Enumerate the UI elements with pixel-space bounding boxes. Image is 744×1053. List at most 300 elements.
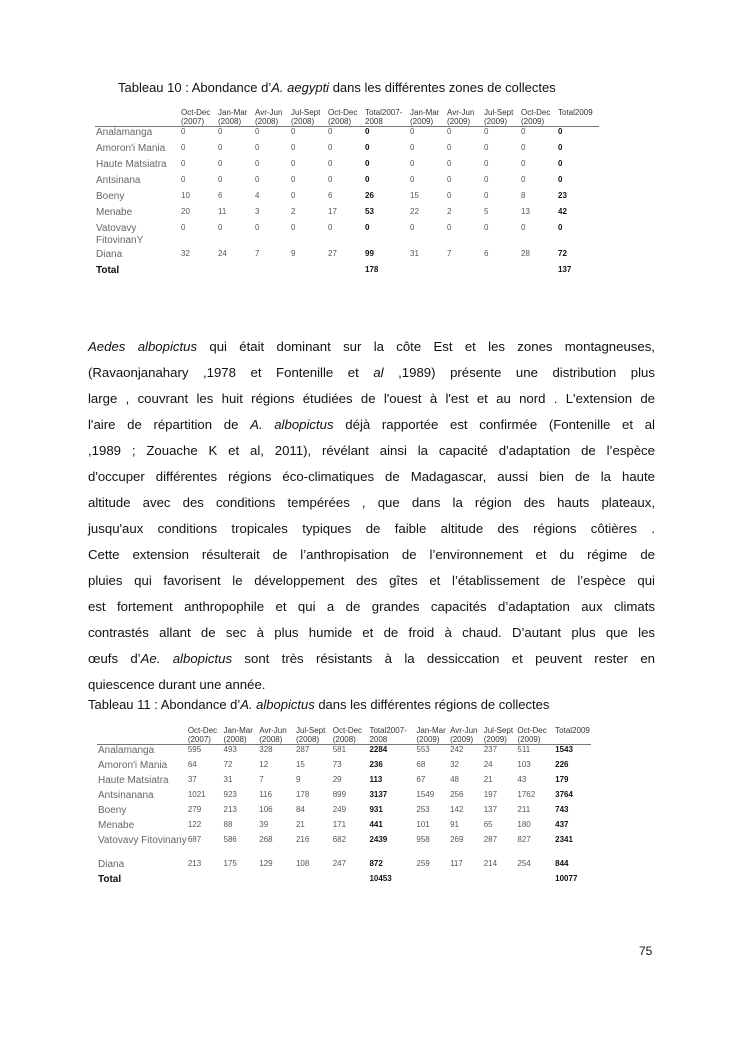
caption-species: A. aegypti — [271, 80, 330, 95]
value-cell: 287 — [295, 745, 310, 754]
column-header-line2: (2008) — [291, 117, 315, 126]
column-header-line2: (2009) — [517, 735, 541, 744]
text-run: qui était dominant sur la côte Est et les zones montagneuses, — [197, 339, 655, 354]
table-row — [97, 805, 591, 820]
value-cell: 958 — [416, 834, 430, 844]
value-cell: 7 — [259, 774, 264, 784]
column-header-line1: Avr-Jun — [259, 726, 287, 735]
column-header — [327, 108, 364, 127]
table-row — [97, 820, 591, 835]
grand-total-cell: 178 — [365, 264, 379, 274]
total-cell: 0 — [558, 142, 563, 152]
value-cell: 29 — [332, 774, 342, 784]
value-cell: 72 — [223, 759, 233, 769]
value-cell: 214 — [483, 859, 498, 869]
value-cell: 48 — [450, 774, 459, 784]
paragraph-line — [88, 672, 655, 698]
total-cell: 0 — [558, 158, 563, 168]
value-cell: 213 — [187, 859, 202, 869]
value-cell: 106 — [259, 804, 273, 814]
column-header-line2: (2008) — [328, 117, 352, 126]
total-cell: 0 — [365, 158, 370, 168]
total-cell: 1543 — [555, 745, 573, 754]
caption-prefix: Tableau 11 : Abondance d’ — [88, 697, 241, 712]
empty-cell — [217, 265, 254, 281]
value-cell: 22 — [410, 206, 419, 216]
value-cell: 6 — [218, 190, 223, 200]
italic-term: A. albopictus — [250, 417, 334, 432]
value-cell: 88 — [223, 819, 233, 829]
total-cell: 0 — [558, 222, 563, 232]
region-cell: Haute Matsiatra — [98, 774, 169, 786]
column-header-line2: (2008) — [332, 735, 356, 744]
total-cell: 0 — [558, 127, 563, 136]
value-cell: 31 — [223, 774, 233, 784]
value-cell: 101 — [416, 819, 430, 829]
total-cell: 226 — [555, 759, 569, 769]
value-cell: 0 — [291, 158, 296, 168]
value-cell: 216 — [295, 834, 310, 844]
table11 — [97, 726, 591, 889]
region-cell: Antsinanana — [98, 789, 154, 801]
text-run: quiescence durant une année. — [88, 677, 266, 692]
value-cell: 17 — [328, 206, 337, 216]
column-header-line2: (2007) — [181, 117, 205, 126]
column-header-line1: Total2009 — [558, 108, 593, 117]
value-cell: 108 — [295, 859, 310, 869]
value-cell: 287 — [483, 834, 498, 844]
paragraph-line — [88, 516, 655, 542]
total-cell: 99 — [365, 248, 374, 258]
value-cell: 3 — [255, 206, 260, 216]
column-header — [254, 108, 290, 127]
value-cell: 595 — [187, 745, 202, 754]
value-cell: 68 — [416, 759, 426, 769]
value-cell: 2 — [291, 206, 296, 216]
column-header-line1: Jul-Sept — [295, 726, 326, 735]
table-row — [97, 775, 591, 790]
table-row — [97, 835, 591, 860]
total-cell: 26 — [365, 190, 374, 200]
paragraph-line — [88, 412, 655, 438]
column-header-line1: Jan-Mar — [416, 726, 446, 735]
text-run: l'aire de répartition de — [88, 417, 251, 432]
column-header — [368, 726, 415, 745]
value-cell: 6 — [484, 248, 489, 258]
region-cell: Diana — [98, 859, 125, 871]
total-cell: 113 — [369, 774, 383, 784]
grand-total-cell: 10453 — [369, 874, 392, 884]
value-cell: 0 — [484, 190, 489, 200]
text-run: est fortement anthropophile et qui a de grandes capacités d’adaptation aux climats — [88, 599, 655, 614]
value-cell: 178 — [295, 789, 310, 799]
table-row — [95, 207, 599, 223]
value-cell: 11 — [218, 206, 227, 216]
value-cell: 0 — [484, 222, 489, 232]
column-header — [258, 726, 295, 745]
value-cell: 31 — [410, 248, 419, 258]
value-cell: 7 — [447, 248, 452, 258]
column-header-line1: Total2007- — [365, 108, 403, 117]
caption-species: A. albopictus — [240, 697, 315, 712]
total-cell: 844 — [555, 859, 569, 869]
value-cell: 7 — [255, 248, 260, 258]
value-cell: 0 — [218, 158, 223, 168]
value-cell: 84 — [295, 804, 305, 814]
value-cell: 21 — [483, 774, 493, 784]
table-row — [95, 191, 599, 207]
paragraph-line — [88, 360, 655, 386]
value-cell: 39 — [259, 819, 269, 829]
value-cell: 28 — [521, 248, 530, 258]
paragraph-line — [88, 568, 655, 594]
column-header-line1: Jul-Sept — [291, 108, 321, 117]
column-header-line2: (2008) — [255, 117, 279, 126]
value-cell: 0 — [521, 142, 526, 152]
value-cell: 249 — [332, 804, 347, 814]
value-cell: 12 — [259, 759, 269, 769]
column-header — [187, 726, 223, 745]
value-cell: 0 — [447, 127, 452, 136]
total-cell: 53 — [365, 206, 374, 216]
total-cell: 872 — [369, 859, 383, 869]
value-cell: 0 — [521, 158, 526, 168]
value-cell: 15 — [295, 759, 305, 769]
column-header-line1: Oct-Dec — [187, 726, 218, 735]
value-cell: 0 — [328, 174, 333, 184]
value-cell: 103 — [517, 759, 531, 769]
value-cell: 0 — [447, 158, 452, 168]
value-cell: 21 — [295, 819, 305, 829]
value-cell: 197 — [483, 789, 498, 799]
caption-suffix: dans les différentes régions de collectes — [314, 697, 550, 712]
column-header-line1: Total2009 — [555, 726, 590, 735]
grand-total-cell: 10077 — [555, 874, 578, 884]
value-cell: 682 — [332, 834, 347, 844]
value-cell: 65 — [483, 819, 493, 829]
value-cell: 5 — [484, 206, 489, 216]
column-header-line2: (2008) — [223, 735, 247, 744]
value-cell: 15 — [410, 190, 419, 200]
value-cell: 0 — [291, 142, 296, 152]
paragraph-line — [88, 334, 655, 360]
table11-header-row — [97, 726, 591, 745]
region-cell: Menabe — [98, 819, 135, 831]
column-header-line2: (2009) — [416, 735, 440, 744]
column-header — [483, 726, 517, 745]
value-cell: 0 — [484, 158, 489, 168]
value-cell: 0 — [181, 158, 186, 168]
value-cell: 43 — [517, 774, 527, 784]
paragraph-line — [88, 594, 655, 620]
total-cell: 23 — [558, 190, 567, 200]
value-cell: 269 — [450, 834, 464, 844]
value-cell: 0 — [291, 174, 296, 184]
total-cell: 3764 — [555, 789, 573, 799]
table10 — [95, 108, 599, 281]
total-cell: 2439 — [369, 834, 388, 844]
empty-cell — [483, 874, 517, 889]
value-cell: 0 — [328, 222, 333, 232]
value-cell: 553 — [416, 745, 430, 754]
column-header-line2: (2009) — [447, 117, 471, 126]
region-cell: Antsinana — [96, 174, 141, 186]
column-header — [217, 108, 254, 127]
value-cell: 180 — [517, 819, 531, 829]
value-cell: 10 — [181, 190, 190, 200]
text-run: déjà rapportée est confirmée (Fontenille et al — [333, 417, 655, 432]
column-header-line1: Avr-Jun — [450, 726, 478, 735]
paragraph-line — [88, 646, 655, 672]
value-cell: 256 — [450, 789, 464, 799]
value-cell: 175 — [223, 859, 237, 869]
column-header-line1: Jan-Mar — [410, 108, 440, 117]
value-cell: 129 — [259, 859, 273, 869]
table-row — [97, 745, 591, 760]
value-cell: 0 — [447, 222, 452, 232]
column-header-line1: Oct-Dec — [332, 726, 363, 735]
value-cell: 899 — [332, 789, 347, 799]
column-header — [290, 108, 327, 127]
column-header — [557, 108, 599, 127]
value-cell: 242 — [450, 745, 464, 754]
column-header-line1: Jul-Sept — [484, 108, 514, 117]
grand-total-cell: 137 — [558, 264, 572, 274]
value-cell: 32 — [181, 248, 190, 258]
value-cell: 0 — [181, 127, 186, 136]
table10-header-row — [95, 108, 599, 127]
value-cell: 253 — [416, 804, 430, 814]
value-cell: 122 — [187, 819, 202, 829]
column-header-line1: Jul-Sept — [483, 726, 514, 735]
value-cell: 247 — [332, 859, 347, 869]
empty-cell — [332, 874, 369, 889]
value-cell: 67 — [416, 774, 426, 784]
column-header — [554, 726, 591, 745]
region-cell: Boeny — [98, 804, 127, 816]
region-cell: Boeny — [96, 190, 125, 202]
table-row — [95, 143, 599, 159]
total-cell: 931 — [369, 804, 383, 814]
total-cell: 72 — [558, 248, 567, 258]
value-cell: 581 — [332, 745, 347, 754]
text-run: (Ravaonjanahary ,1978 et Fontenille et — [88, 365, 374, 380]
paragraph-line — [88, 438, 655, 464]
column-header — [223, 726, 259, 745]
value-cell: 0 — [255, 222, 260, 232]
column-header — [364, 108, 409, 127]
column-header-line1: Jan-Mar — [218, 108, 248, 117]
body-paragraph — [88, 334, 655, 698]
value-cell: 1021 — [187, 789, 206, 799]
text-run: sont très résistants à la dessiccation et peuvent rester en — [232, 651, 655, 666]
value-cell: 237 — [483, 745, 498, 754]
empty-cell — [483, 265, 520, 281]
value-cell: 0 — [218, 222, 223, 232]
value-cell: 827 — [517, 834, 531, 844]
empty-cell — [415, 874, 449, 889]
column-header-line1: Oct-Dec — [517, 726, 547, 735]
region-cell: Menabe — [96, 206, 133, 218]
value-cell: 6 — [328, 190, 333, 200]
value-cell: 0 — [255, 127, 260, 136]
column-header — [516, 726, 554, 745]
table-row — [95, 175, 599, 191]
value-cell: 37 — [187, 774, 197, 784]
caption-prefix: Tableau 10 : Abondance d’ — [118, 80, 272, 95]
column-header-line2: (2009) — [450, 735, 474, 744]
total-cell: 0 — [365, 174, 370, 184]
value-cell: 0 — [291, 222, 296, 232]
table-row — [95, 159, 599, 175]
value-cell: 0 — [484, 174, 489, 184]
value-cell: 91 — [450, 819, 459, 829]
empty-cell — [327, 265, 364, 281]
value-cell: 586 — [223, 834, 237, 844]
table-row — [95, 127, 599, 143]
value-cell: 268 — [259, 834, 273, 844]
value-cell: 493 — [223, 745, 237, 754]
empty-cell — [254, 265, 290, 281]
paragraph-line — [88, 620, 655, 646]
column-header-line2: (2009) — [484, 117, 508, 126]
italic-term: al — [373, 365, 384, 380]
value-cell: 0 — [410, 158, 415, 168]
column-header-line1: Avr-Jun — [447, 108, 475, 117]
text-run: ,1989 ; Zouache K et al, 2011), révélant ainsi la capacité d'adaptation de l’espèce — [88, 443, 655, 458]
table-row — [97, 859, 591, 874]
total-cell: 441 — [369, 819, 383, 829]
value-cell: 0 — [521, 127, 526, 136]
value-cell: 279 — [187, 804, 202, 814]
value-cell: 24 — [483, 759, 493, 769]
value-cell: 0 — [410, 127, 415, 136]
value-cell: 0 — [484, 142, 489, 152]
italic-term: Ae. albopictus — [140, 651, 233, 666]
column-header-line2: (2007) — [187, 735, 211, 744]
paragraph-line — [88, 386, 655, 412]
region-cell: Analamanga — [98, 745, 155, 756]
total-cell: 42 — [558, 206, 567, 216]
column-header — [295, 726, 332, 745]
total-row — [95, 265, 599, 281]
column-header — [520, 108, 557, 127]
table-row — [97, 760, 591, 775]
text-run: altitude avec des conditions tempérées , que dans la région des hauts plateaux, — [88, 495, 655, 510]
total-cell: 0 — [558, 174, 563, 184]
paragraph-line — [88, 490, 655, 516]
column-header-line2: (2009) — [483, 735, 507, 744]
value-cell: 0 — [328, 158, 333, 168]
value-cell: 142 — [450, 804, 464, 814]
column-header-line2: (2009) — [410, 117, 434, 126]
column-header — [446, 108, 483, 127]
empty-cell — [290, 265, 327, 281]
value-cell: 211 — [517, 804, 531, 814]
region-cell: Amoron'i Mania — [96, 142, 166, 154]
empty-cell — [223, 874, 259, 889]
total-cell: 2341 — [555, 834, 573, 844]
value-cell: 9 — [291, 248, 296, 258]
table-row — [97, 790, 591, 805]
total-cell: 437 — [555, 819, 569, 829]
value-cell: 0 — [447, 190, 452, 200]
empty-cell — [295, 874, 332, 889]
column-header — [415, 726, 449, 745]
value-cell: 0 — [410, 174, 415, 184]
value-cell: 0 — [218, 142, 223, 152]
value-cell: 0 — [291, 190, 296, 200]
text-run: contrastés allant de sec à plus humide et de froid à chaud. D’autant plus que les — [88, 625, 655, 640]
empty-cell — [520, 265, 557, 281]
table-row — [95, 249, 599, 265]
value-cell: 0 — [181, 174, 186, 184]
column-header-line1: Total2007- — [369, 726, 407, 735]
value-cell: 511 — [517, 745, 531, 754]
value-cell: 1549 — [416, 789, 435, 799]
value-cell: 24 — [218, 248, 227, 258]
empty-cell — [258, 874, 295, 889]
value-cell: 213 — [223, 804, 237, 814]
total-cell: 236 — [369, 759, 383, 769]
empty-cell — [180, 265, 217, 281]
value-cell: 328 — [259, 745, 273, 754]
column-header-line2: (2008) — [295, 735, 320, 744]
column-header-line1: Oct-Dec — [328, 108, 358, 117]
region-cell: Vatovavy FitovinanY — [96, 222, 144, 246]
empty-cell — [187, 874, 223, 889]
column-header — [449, 726, 483, 745]
value-cell: 0 — [255, 158, 260, 168]
value-cell: 64 — [187, 759, 197, 769]
value-cell: 171 — [332, 819, 347, 829]
text-run: pluies qui favorisent le développement des gîtes et l’établissement de l’espèce qui — [88, 573, 655, 588]
paragraph-line — [88, 464, 655, 490]
value-cell: 0 — [521, 222, 526, 232]
column-header-line2: 2008 — [369, 735, 388, 744]
value-cell: 13 — [521, 206, 530, 216]
column-header-line2: 2008 — [365, 117, 383, 126]
column-header-line1: Avr-Jun — [255, 108, 283, 117]
column-header-line2: (2009) — [521, 117, 545, 126]
region-cell: Vatovavy Fitovinany — [98, 834, 187, 846]
column-header — [180, 108, 217, 127]
value-cell: 0 — [484, 127, 489, 136]
empty-cell — [409, 265, 446, 281]
value-cell: 687 — [187, 834, 202, 844]
table-row — [95, 223, 599, 249]
value-cell: 9 — [295, 774, 301, 784]
value-cell: 27 — [328, 248, 337, 258]
table11-caption — [88, 697, 549, 713]
header-blank — [97, 726, 187, 745]
total-cell: 0 — [365, 142, 370, 152]
value-cell: 73 — [332, 759, 342, 769]
value-cell: 0 — [218, 174, 223, 184]
region-cell: Diana — [96, 248, 123, 260]
value-cell: 0 — [255, 142, 260, 152]
text-run: Cette extension résulterait de l’anthropisation de l’environnement et du régime de — [88, 547, 655, 562]
column-header — [332, 726, 369, 745]
value-cell: 254 — [517, 859, 531, 869]
value-cell: 0 — [521, 174, 526, 184]
total-cell: 0 — [365, 222, 370, 232]
value-cell: 0 — [447, 174, 452, 184]
value-cell: 0 — [181, 222, 186, 232]
column-header-line2: (2008) — [218, 117, 242, 126]
value-cell: 0 — [255, 174, 260, 184]
text-run: ,1989) présente une distribution plus — [383, 365, 655, 380]
